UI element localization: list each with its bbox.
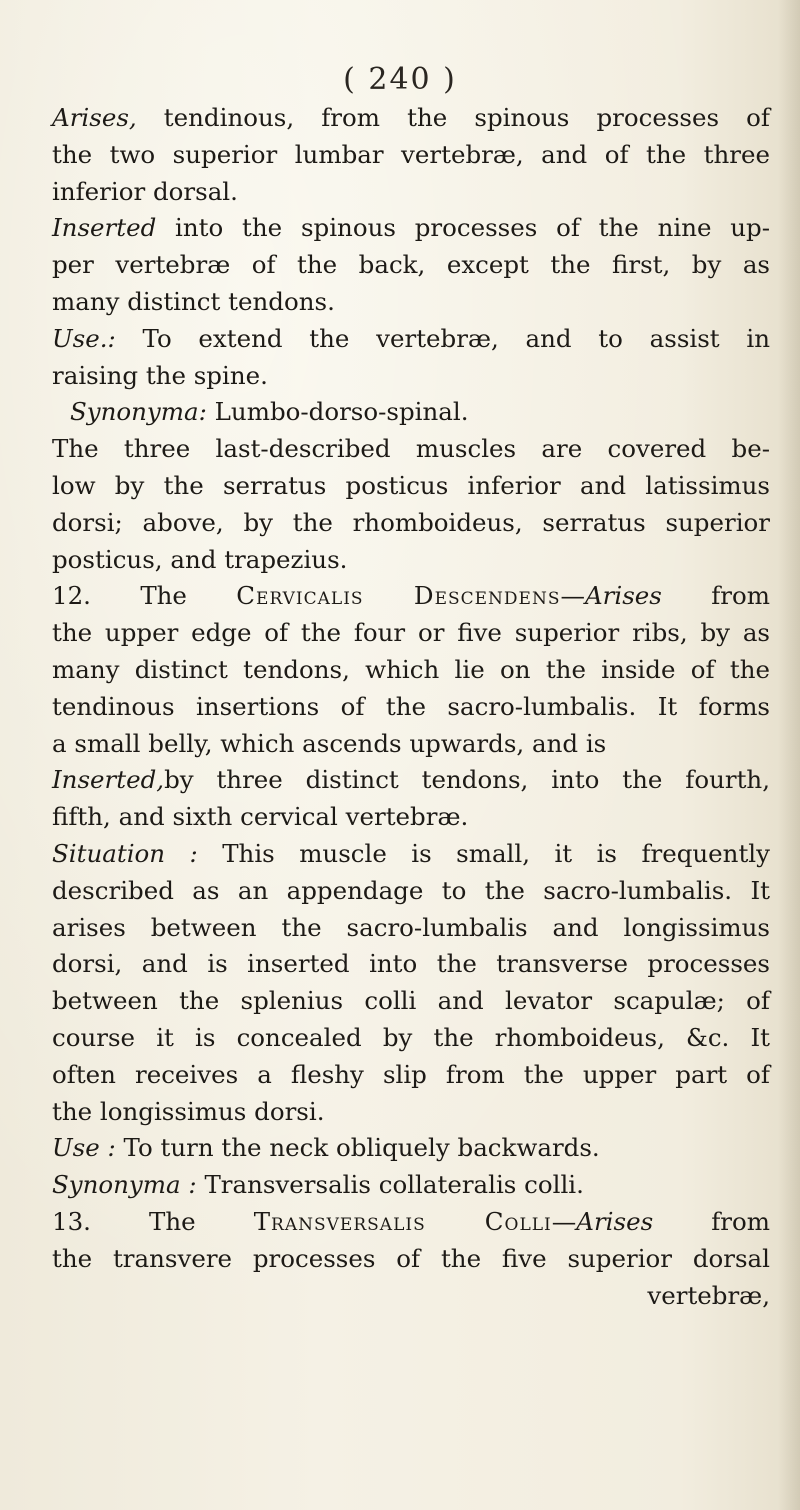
page-edge-shadow bbox=[778, 0, 800, 1510]
text-line bbox=[52, 137, 770, 174]
muscle-name: Cervicalis Descendens bbox=[236, 581, 561, 611]
line-text: from bbox=[661, 581, 770, 611]
line-text: from bbox=[653, 1206, 770, 1236]
line-text: per vertebræ of the back, except the first, by as bbox=[52, 250, 770, 280]
line-text: between the splenius colli and levator scapulæ; of bbox=[52, 986, 770, 1016]
text-line bbox=[52, 615, 770, 652]
text-line bbox=[52, 247, 770, 284]
field-label: Use : bbox=[52, 1133, 116, 1163]
line-text: vertebræ, bbox=[647, 1280, 770, 1310]
line-text: many distinct tendons, which lie on the inside of the bbox=[52, 654, 770, 684]
field-label: Inserted, bbox=[52, 765, 165, 795]
line-text: tendinous insertions of the sacro-lumbalis. It forms bbox=[52, 691, 770, 721]
line-text: arises between the sacro-lumbalis and longissimus bbox=[52, 912, 770, 942]
dash: — bbox=[560, 581, 585, 611]
line-text: described as an appendage to the sacro-lumbalis. It bbox=[52, 875, 770, 905]
text-line bbox=[52, 505, 770, 542]
section-heading-line bbox=[52, 1204, 770, 1241]
muscle-name: Transversalis Colli bbox=[253, 1206, 552, 1236]
text-line bbox=[52, 726, 770, 763]
page-header bbox=[0, 62, 800, 97]
field-label: Situation : bbox=[52, 838, 198, 868]
text-line bbox=[52, 946, 770, 983]
page-number: ( 240 ) bbox=[343, 62, 457, 97]
text-line bbox=[52, 542, 770, 579]
section-heading-line bbox=[52, 578, 770, 615]
line-text: To extend the vertebræ, and to assist in bbox=[115, 323, 770, 353]
line-text: dorsi, and is inserted into the transverse processes bbox=[52, 949, 770, 979]
line-text: inferior dorsal. bbox=[52, 176, 238, 206]
field-label: Synonyma: bbox=[70, 397, 207, 427]
text-line bbox=[52, 358, 770, 395]
field-label: Arises bbox=[584, 581, 662, 611]
text-line bbox=[52, 100, 770, 137]
line-text: fifth, and sixth cervical vertebræ. bbox=[52, 802, 469, 832]
line-text: Transversalis collateralis colli. bbox=[196, 1170, 584, 1200]
text-line bbox=[52, 836, 770, 873]
text-line bbox=[52, 284, 770, 321]
field-label: Synonyma : bbox=[52, 1170, 197, 1200]
line-text: The three last-described muscles are covered be- bbox=[52, 434, 770, 464]
text-line bbox=[52, 1167, 770, 1204]
line-text: by three distinct tendons, into the fourth, bbox=[164, 765, 770, 795]
text-line bbox=[52, 174, 770, 211]
body-text bbox=[52, 100, 770, 1314]
text-line bbox=[52, 762, 770, 799]
line-text: course it is concealed by the rhomboideus, &c. It bbox=[52, 1022, 770, 1052]
line-text: many distinct tendons. bbox=[52, 286, 335, 316]
line-text: This muscle is small, it is frequently bbox=[197, 838, 770, 868]
field-label: Use.: bbox=[52, 323, 116, 353]
text-line bbox=[52, 468, 770, 505]
field-label: Inserted bbox=[52, 213, 157, 243]
line-text: the upper edge of the four or five superior ribs, by as bbox=[52, 618, 770, 648]
text-line bbox=[52, 873, 770, 910]
line-text: To turn the neck obliquely backwards. bbox=[115, 1133, 600, 1163]
text-line bbox=[52, 1130, 770, 1167]
text-line bbox=[52, 210, 770, 247]
line-text: a small belly, which ascends upwards, and is bbox=[52, 728, 607, 758]
text-line bbox=[52, 799, 770, 836]
line-text: the two superior lumbar vertebræ, and of the three bbox=[52, 139, 770, 169]
text-line bbox=[52, 1057, 770, 1094]
field-label: Arises, bbox=[52, 103, 137, 132]
dash: — bbox=[551, 1206, 577, 1236]
line-text: often receives a fleshy slip from the upper part of bbox=[52, 1059, 770, 1089]
section-number: 12. The bbox=[52, 581, 237, 611]
field-label: Arises bbox=[576, 1206, 654, 1236]
text-line bbox=[52, 910, 770, 947]
text-line bbox=[52, 652, 770, 689]
catchword-line bbox=[52, 1278, 770, 1315]
text-line bbox=[52, 1094, 770, 1131]
line-text: low by the serratus posticus inferior and latissimus bbox=[52, 470, 770, 500]
line-text: the longissimus dorsi. bbox=[52, 1096, 325, 1126]
line-text: into the spinous processes of the nine up- bbox=[156, 213, 770, 243]
line-text: posticus, and trapezius. bbox=[52, 544, 348, 574]
line-text: raising the spine. bbox=[52, 360, 268, 390]
line-text: Lumbo-dorso-spinal. bbox=[206, 397, 469, 427]
line-text: the transvere processes of the five superior dorsal bbox=[52, 1243, 770, 1273]
section-number: 13. The bbox=[52, 1206, 254, 1236]
line-text: dorsi; above, by the rhomboideus, serratus superior bbox=[52, 507, 770, 537]
text-line bbox=[52, 1241, 770, 1278]
text-line bbox=[52, 1020, 770, 1057]
text-line bbox=[52, 431, 770, 468]
line-text: tendinous, from the spinous processes of bbox=[136, 103, 770, 132]
text-line bbox=[52, 394, 770, 431]
text-line bbox=[52, 321, 770, 358]
text-line bbox=[52, 983, 770, 1020]
text-line bbox=[52, 689, 770, 726]
